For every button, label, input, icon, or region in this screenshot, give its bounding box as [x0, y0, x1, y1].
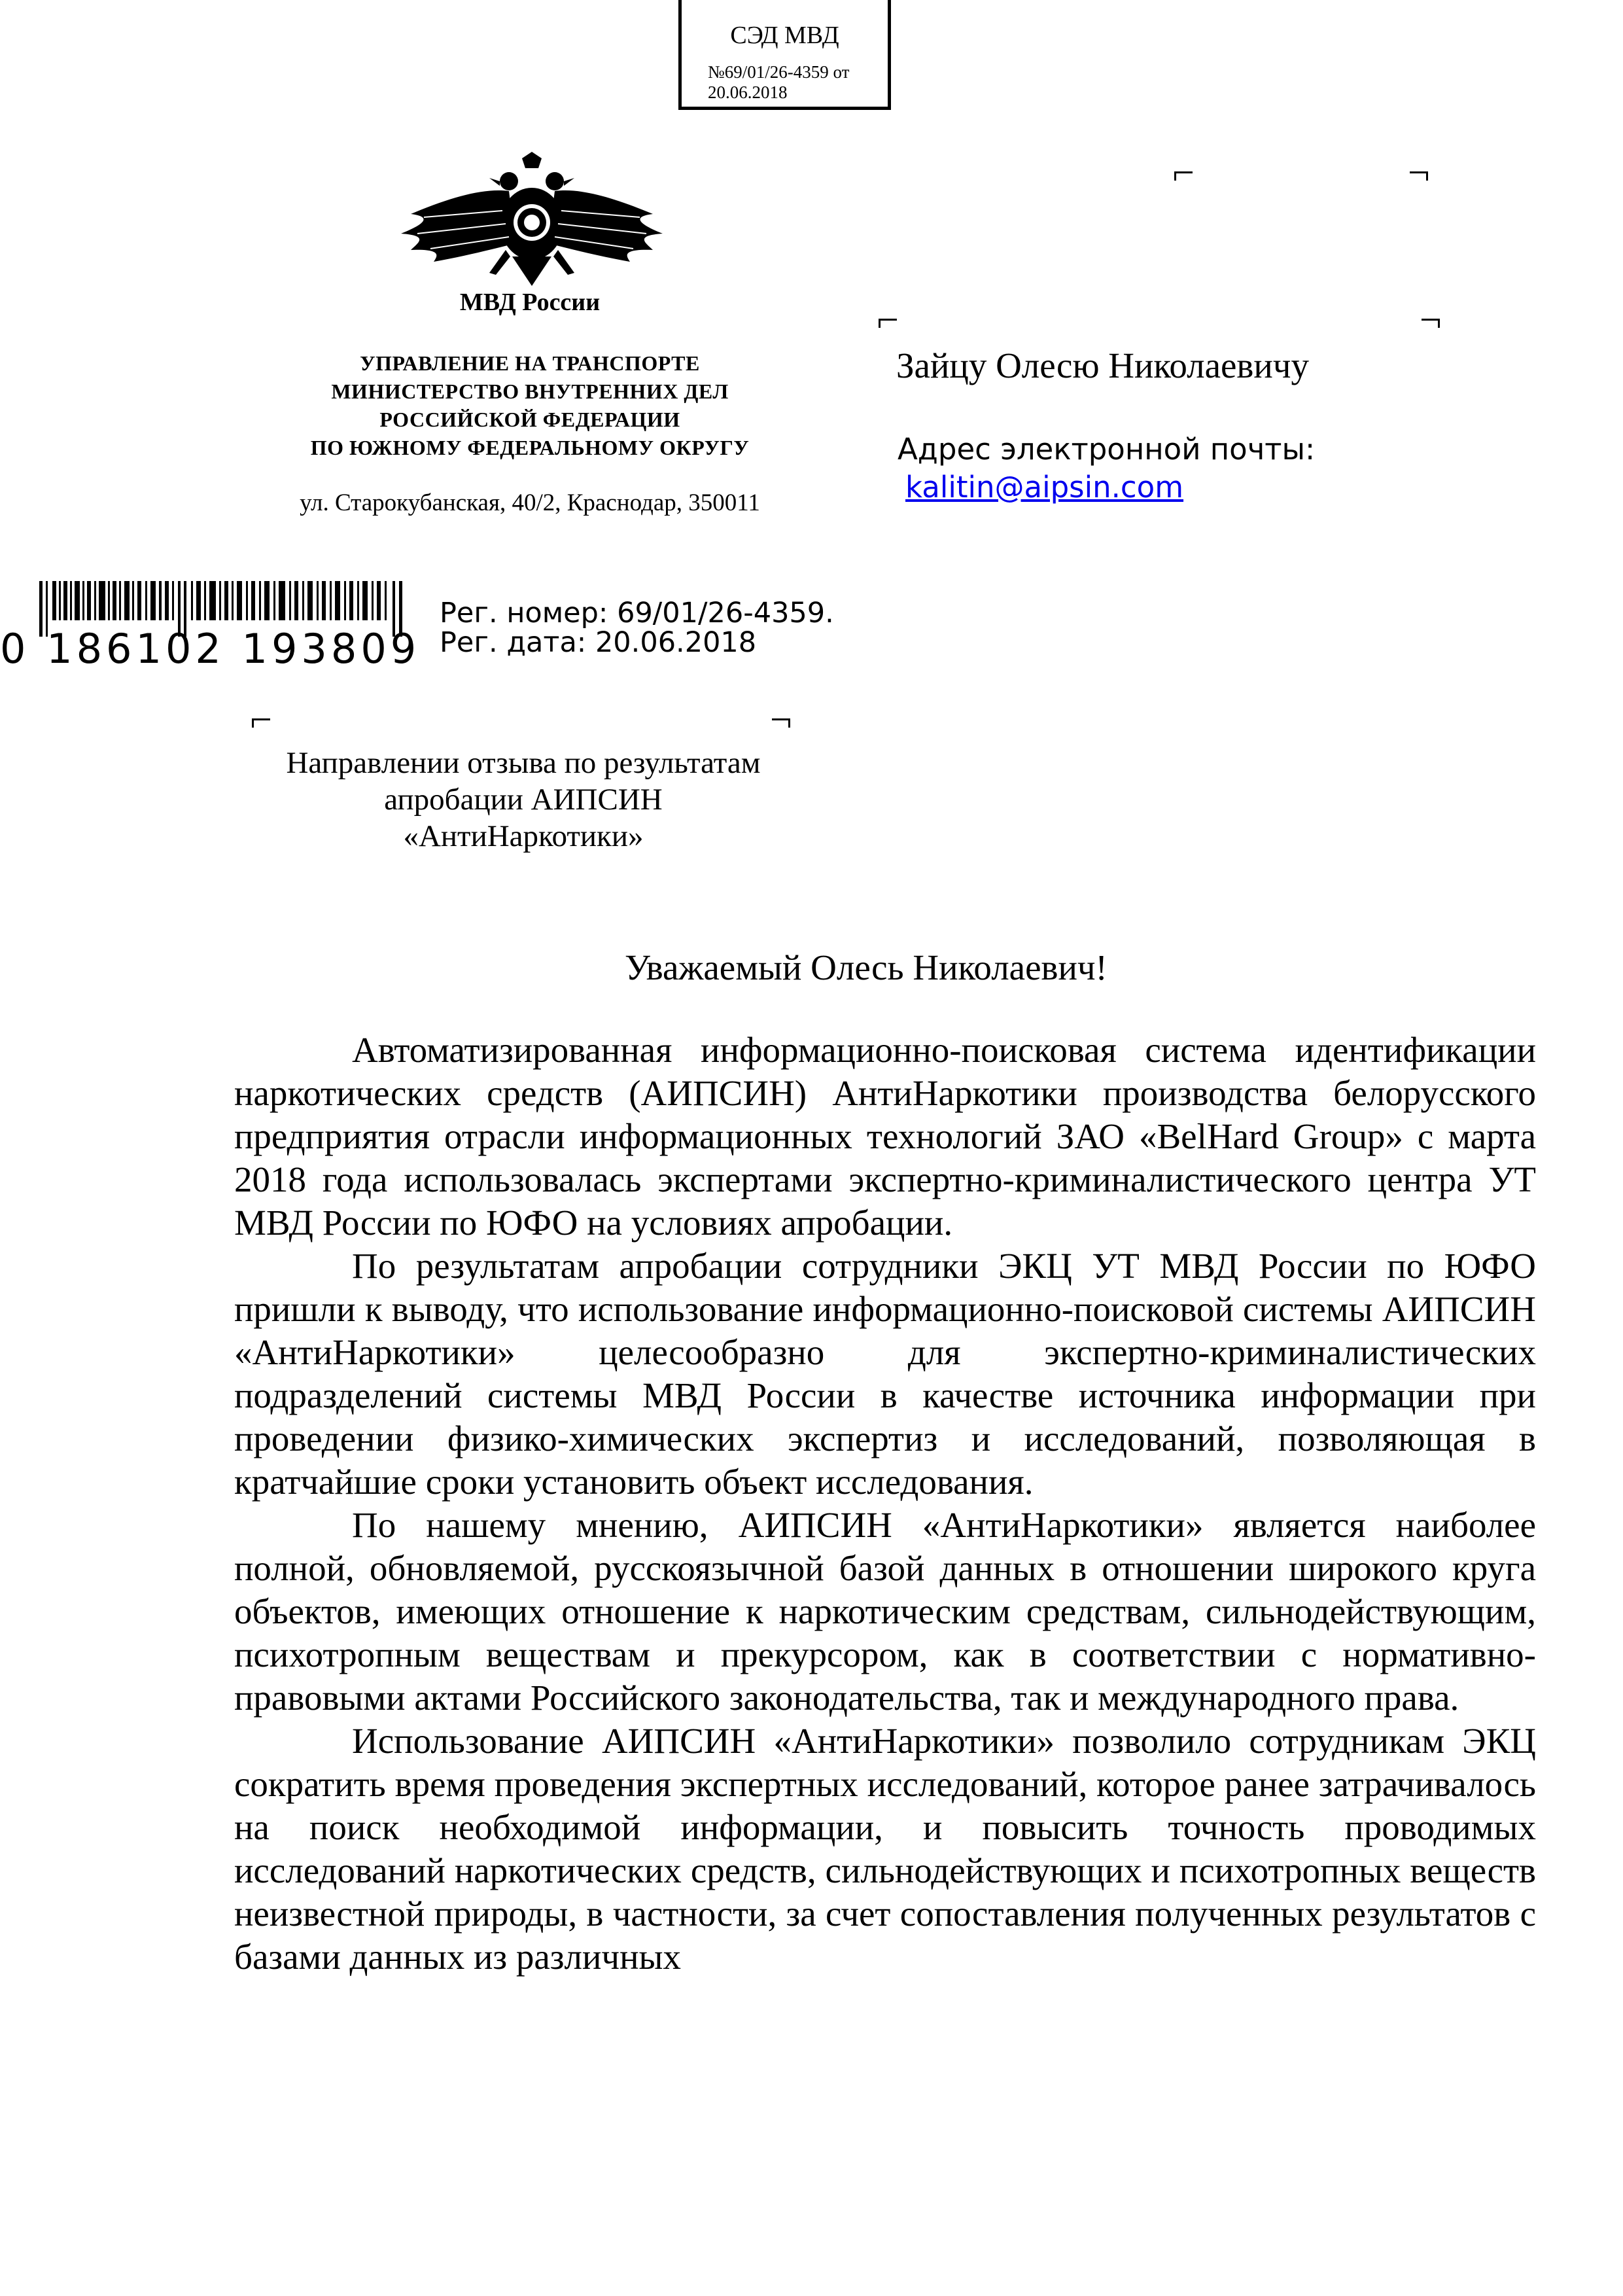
corner-mark: [772, 718, 790, 728]
recipient-name: Зайцу Олесю Николаевичу: [896, 345, 1309, 385]
sed-stamp: [678, 0, 891, 110]
registration-number: Рег. номер: 69/01/26-4359.: [440, 597, 834, 629]
corner-mark: [1174, 171, 1193, 181]
body-paragraph-1: Автоматизированная информационно-поисковая система идентификации наркотических средств (АИПСИН) АнтиНаркотики производства белорусского предприятия отрасли информационных технологий ЗАО «BelHard Group» с марта 2018 года использовалась экспертами экспертно-криминалистического центра УТ МВД России по ЮФО на условиях апробации.: [234, 1030, 1536, 1243]
body-paragraph-3: По нашему мнению, АИПСИН «АнтиНаркотики» является наиболее полной, обновляемой, русскоязычной базой данных в отношении широкого круга объектов, имеющих отношение к наркотическим средствам, сильнодействующим, психотропным веществам и прекурсором, как в соответствии с нормативно-правовыми актами Российского законодательства, так и международного права.: [234, 1505, 1536, 1718]
stamp-title: СЭД МВД: [730, 22, 839, 49]
salutation: Уважаемый Олесь Николаевич!: [625, 947, 1108, 987]
barcode-digits: 0 186102 193809: [0, 625, 421, 673]
corner-mark: [252, 718, 270, 728]
double-headed-eagle-emblem: [398, 152, 666, 289]
stamp-reg-date: 20.06.2018: [708, 82, 788, 102]
subject-line-2: апробации АИПСИН: [384, 783, 663, 817]
letter-subject: [236, 745, 811, 855]
org-name-line-3: РОССИЙСКОЙ ФЕДЕРАЦИИ: [379, 408, 680, 431]
corner-mark: [1410, 171, 1428, 181]
org-address: ул. Старокубанская, 40/2, Краснодар, 350011: [300, 489, 760, 516]
org-short-name: МВД России: [459, 289, 601, 316]
corner-mark: [879, 319, 897, 328]
letter-body: [234, 1029, 1536, 1979]
registration-date: Рег. дата: 20.06.2018: [440, 626, 757, 659]
email-link[interactable]: kalitin@aipsin.com: [905, 470, 1184, 504]
org-name-line-1: УПРАВЛЕНИЕ НА ТРАНСПОРТЕ: [360, 351, 700, 375]
email-label: Адрес электронной почты:: [898, 432, 1316, 467]
stamp-reg-number: №69/01/26-4359 от: [708, 62, 850, 82]
subject-line-3: «АнтиНаркотики»: [403, 819, 644, 853]
org-name-line-2: МИНИСТЕРСТВО ВНУТРЕННИХ ДЕЛ: [331, 380, 729, 403]
body-paragraph-4: Использование АИПСИН «АнтиНаркотики» позволило сотрудникам ЭКЦ сократить время проведения экспертных исследований, которое ранее затрачивалось на поиск необходимой информации, и повысить точность проводимых исследований наркотических средств, сильнодействующих и психотропных веществ неизвестной природы, в частности, за счет сопоставления полученных результатов с базами данных из различных: [234, 1721, 1536, 1977]
body-paragraph-2: По результатам апробации сотрудники ЭКЦ УТ МВД России по ЮФО пришли к выводу, что использование информационно-поисковой системы АИПСИН «АнтиНаркотики» целесообразно для экспертно-криминалистических подразделений системы МВД России в качестве источника информации при проведении физико-химических экспертиз и исследований, позволяющая в кратчайшие сроки установить объект исследования.: [234, 1246, 1536, 1502]
subject-line-1: Направлении отзыва по результатам: [286, 746, 761, 780]
org-name-line-4: ПО ЮЖНОМУ ФЕДЕРАЛЬНОМУ ОКРУГУ: [310, 436, 750, 459]
corner-mark: [1422, 319, 1440, 328]
